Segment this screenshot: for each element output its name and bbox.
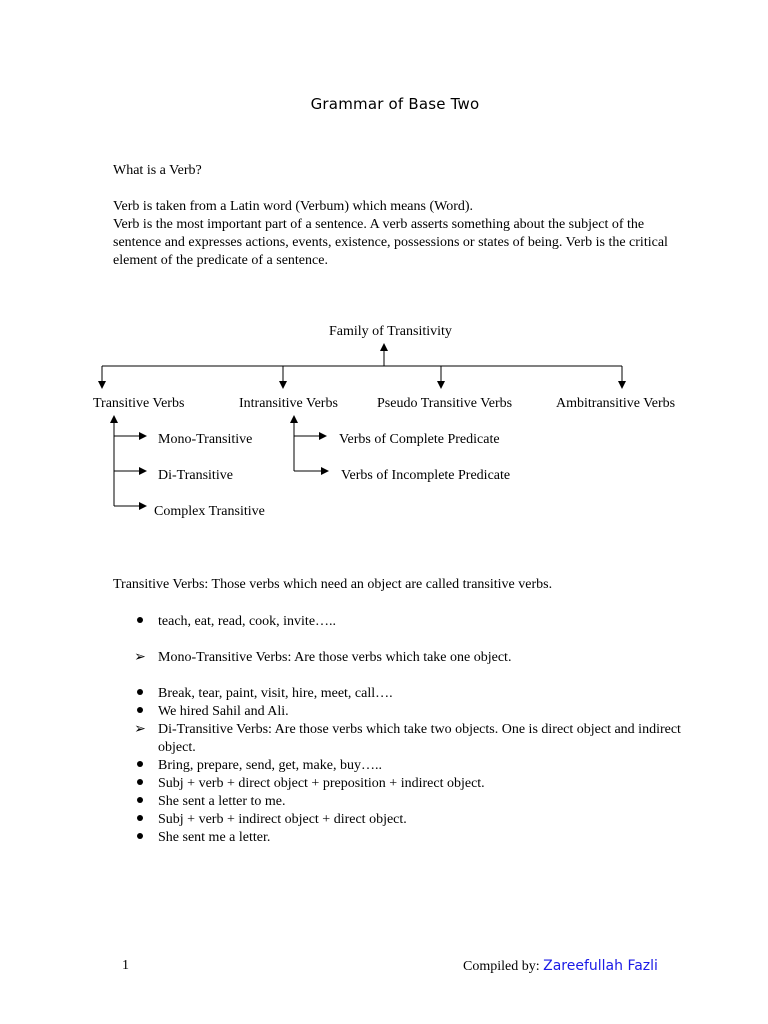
node-incomplete-predicate: Verbs of Incomplete Predicate	[341, 468, 511, 483]
verb-origin: Verb is taken from a Latin word (Verbum) which means (Word).	[113, 199, 474, 214]
arrow-bullet-icon: ➢	[134, 722, 146, 737]
list-item	[113, 829, 683, 847]
bullet-icon	[133, 811, 147, 829]
list-examples-c	[113, 685, 683, 847]
list-item-text: She sent a letter to me.	[158, 794, 286, 809]
compiled-label: Compiled by:	[463, 959, 544, 974]
bullet-icon	[133, 757, 147, 775]
list-item	[113, 721, 683, 757]
list-item	[113, 613, 683, 631]
bullet-icon	[133, 793, 147, 811]
footer-credit	[463, 958, 658, 975]
node-ambitransitive: Ambitransitive Verbs	[556, 396, 676, 411]
list-item	[113, 775, 683, 793]
node-mono-transitive: Mono-Transitive	[158, 432, 253, 447]
author-name: Zareefullah Fazli	[543, 958, 658, 974]
list-examples-a	[113, 613, 683, 631]
bullet-icon	[133, 613, 147, 631]
list-item	[113, 703, 683, 721]
node-complete-predicate: Verbs of Complete Predicate	[339, 432, 500, 447]
node-pseudo-transitive: Pseudo Transitive Verbs	[377, 396, 513, 411]
page-number: 1	[122, 958, 129, 973]
list-item	[113, 685, 683, 703]
bullet-icon	[133, 829, 147, 847]
list-item-text: Subj + verb + indirect object + direct object.	[158, 812, 407, 827]
list-item	[113, 649, 683, 667]
list-mono	[113, 649, 683, 667]
list-item-text: Subj + verb + direct object + preposition + indirect object.	[158, 776, 485, 791]
list-item-text: Di-Transitive Verbs: Are those verbs which take two objects. One is direct object and indirect object.	[158, 722, 681, 755]
bullet-icon	[133, 775, 147, 793]
list-item	[113, 811, 683, 829]
verb-question: What is a Verb?	[113, 163, 202, 178]
node-transitive: Transitive Verbs	[93, 396, 185, 411]
bullet-icon	[133, 685, 147, 703]
list-item-text: Bring, prepare, send, get, make, buy…..	[158, 758, 382, 773]
transitive-definition: Transitive Verbs: Those verbs which need an object are called transitive verbs.	[113, 577, 553, 592]
node-di-transitive: Di-Transitive	[158, 468, 233, 483]
bullet-icon	[133, 703, 147, 721]
node-intransitive: Intransitive Verbs	[239, 396, 338, 411]
list-item	[113, 793, 683, 811]
list-item-text: Break, tear, paint, visit, hire, meet, call….	[158, 686, 393, 701]
page-title: Grammar of Base Two	[310, 95, 480, 113]
list-item	[113, 757, 683, 775]
root-node: Family of Transitivity	[329, 324, 452, 339]
node-complex-transitive: Complex Transitive	[154, 504, 265, 519]
verb-definition-paragraph: Verb is the most important part of a sentence. A verb asserts something about the subject of the sentence and expresses actions, events, existence, possessions or states of being. Verb is the critical element of the predicate of a sentence.	[113, 217, 668, 268]
list-item-text: teach, eat, read, cook, invite…..	[158, 614, 337, 629]
list-item-text: Mono-Transitive Verbs: Are those verbs which take one object.	[158, 650, 512, 665]
list-item-text: She sent me a letter.	[158, 830, 271, 845]
list-item-text: We hired Sahil and Ali.	[158, 704, 289, 719]
arrow-bullet-icon: ➢	[134, 650, 146, 665]
